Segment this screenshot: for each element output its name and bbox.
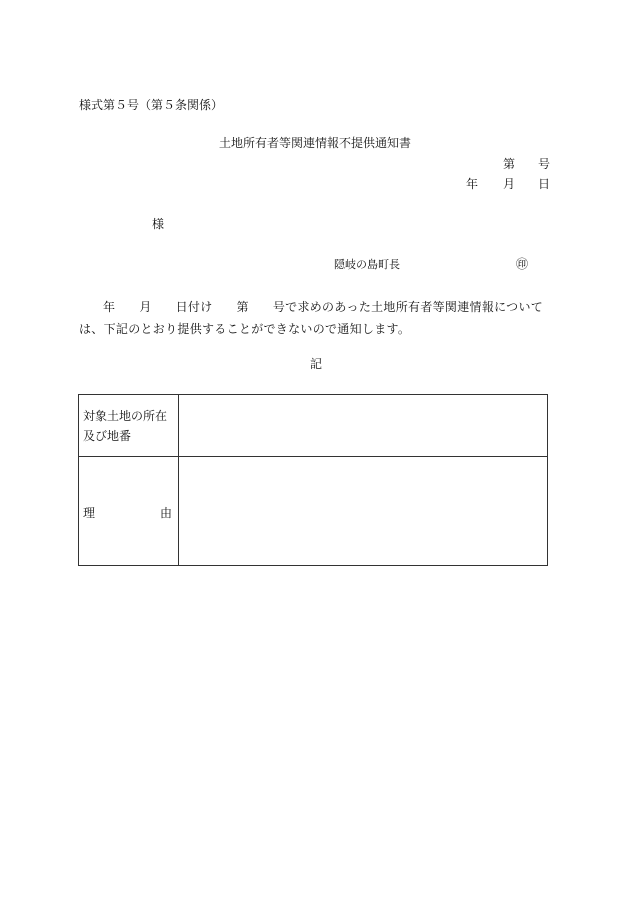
location-label-line2: 及び地番: [83, 429, 132, 443]
ki-heading: 記: [310, 357, 323, 371]
addressee-suffix: 様: [152, 217, 165, 231]
seal-mark: ㊞: [516, 257, 529, 271]
body-month: 月: [139, 300, 152, 314]
number-dai: 第: [503, 157, 516, 171]
column-divider: [178, 395, 179, 565]
form-label: 様式第５号（第５条関係）: [79, 98, 224, 112]
document-title: 土地所有者等関連情報不提供通知書: [219, 136, 412, 150]
number-go: 号: [538, 157, 551, 171]
date-year: 年: [466, 177, 479, 191]
body-text: 号で求めのあった土地所有者等関連情報については、下記のとおり提供することができないので通知します。: [79, 300, 544, 336]
body-year: 年: [103, 300, 116, 314]
sender-name: 隠岐の島町長: [334, 258, 400, 271]
reason-label-a: 理: [83, 506, 96, 520]
date-day: 日: [538, 177, 551, 191]
location-label-line1: 対象土地の所在: [83, 409, 168, 423]
body-dai: 第: [236, 300, 249, 314]
details-table: [78, 394, 548, 566]
body-day: 日付け: [175, 300, 213, 314]
row-divider: [79, 456, 547, 457]
body-paragraph: [79, 296, 549, 340]
date-month: 月: [503, 177, 516, 191]
reason-label-b: 由: [160, 506, 173, 520]
